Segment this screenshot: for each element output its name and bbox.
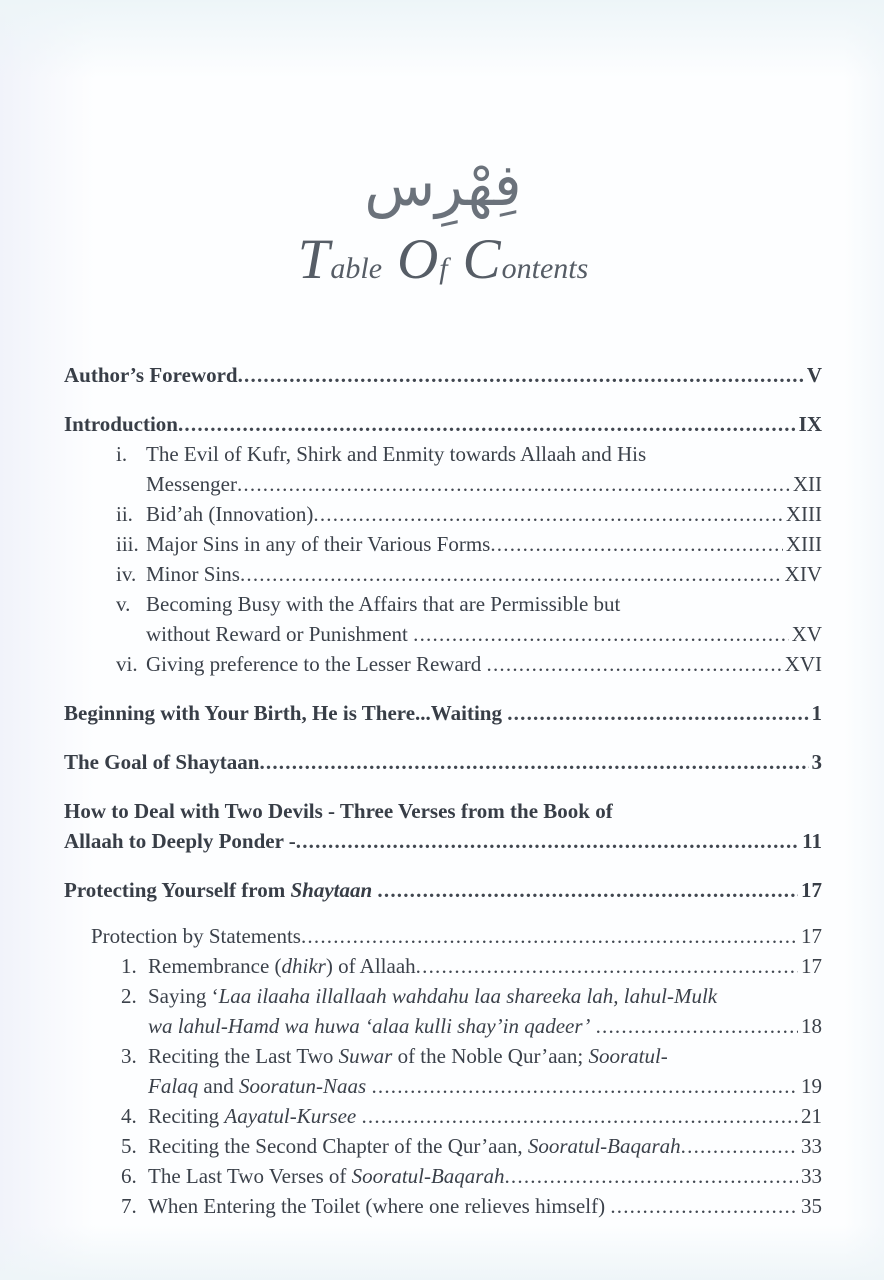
toc-entry-title: Protecting Yourself from Shaytaan — [64, 878, 373, 903]
toc-entry — [121, 1131, 822, 1161]
toc-entry-title: Saying ‘Laa ilaaha illallaah wahdahu laa shareeka lah, lahul-Mulk — [148, 984, 718, 1009]
list-marker: vi. — [116, 652, 138, 677]
toc-entry — [64, 796, 822, 856]
page-number: XVI — [784, 652, 822, 677]
list-marker: ii. — [116, 502, 133, 527]
page-number: 21 — [801, 1104, 822, 1129]
toc-entry — [121, 1041, 822, 1101]
toc-entry-title: Introduction — [64, 412, 178, 437]
page-number: XIV — [784, 562, 822, 587]
page-number: XIII — [785, 502, 822, 527]
toc-entry-title: Major Sins in any of their Various Forms — [146, 532, 491, 557]
title-small-f: f — [439, 252, 448, 286]
toc-entry — [116, 499, 822, 529]
toc-entry — [64, 698, 822, 728]
list-marker: 6. — [121, 1164, 137, 1189]
toc-entry — [116, 589, 822, 649]
toc-entry-title: Minor Sins — [146, 562, 240, 587]
page-title — [64, 228, 822, 292]
toc-entry-line — [121, 1071, 822, 1101]
toc-entry-title: Author’s Foreword — [64, 363, 238, 388]
list-marker: iv. — [116, 562, 137, 587]
title-cap-t: T — [297, 228, 331, 292]
toc-entry-title: The Evil of Kufr, Shirk and Enmity towards Allaah and His — [146, 442, 647, 467]
page-number: 35 — [801, 1194, 822, 1219]
dot-leader — [596, 1011, 798, 1041]
title-cap-c: C — [462, 228, 502, 292]
toc-entry-title: Protection by Statements — [91, 924, 301, 949]
list-marker: v. — [116, 592, 131, 617]
dot-leader — [377, 875, 798, 905]
toc-entry — [64, 875, 822, 905]
toc-entry-line — [64, 747, 822, 777]
title-cap-o: O — [397, 228, 440, 292]
toc-entry-title: Beginning with Your Birth, He is There...Waiting — [64, 701, 508, 726]
page-number: 1 — [811, 701, 822, 726]
list-marker: 2. — [121, 984, 137, 1009]
toc-entry — [116, 439, 822, 499]
toc-entry-title: Reciting the Last Two Suwar of the Noble Qur’aan; Sooratul- — [148, 1044, 668, 1069]
toc-entry-title: Bid’ah (Innovation) — [146, 502, 314, 527]
page-number: XIII — [785, 532, 822, 557]
dot-leader — [490, 529, 782, 559]
dot-leader — [259, 747, 808, 777]
dot-leader — [178, 409, 796, 439]
toc-entry — [116, 649, 822, 679]
toc-entry-line — [116, 649, 822, 679]
title-small-ontents: ontents — [501, 252, 589, 286]
list-marker: iii. — [116, 532, 139, 557]
toc-entry-line — [116, 469, 822, 499]
dot-leader — [238, 360, 804, 390]
page-number: 19 — [801, 1074, 822, 1099]
page-number: XII — [792, 472, 822, 497]
toc-entry-line — [116, 619, 822, 649]
toc-entry-line — [121, 1101, 822, 1131]
page-number: 11 — [802, 829, 822, 854]
list-marker: i. — [116, 442, 128, 467]
toc-entry-title: Messenger — [146, 472, 237, 497]
list-marker: 4. — [121, 1104, 137, 1129]
toc-entry-line — [116, 499, 822, 529]
list-marker: 7. — [121, 1194, 137, 1219]
page-number: IX — [798, 412, 822, 437]
toc-entry — [91, 921, 822, 951]
toc-entry-line — [116, 559, 822, 589]
page-number: 33 — [801, 1134, 822, 1159]
dot-leader — [681, 1131, 798, 1161]
toc-entry-line — [64, 360, 822, 390]
list-marker: 1. — [121, 954, 137, 979]
page-number: 17 — [801, 954, 822, 979]
toc-entry-title: The Last Two Verses of Sooratul-Baqarah — [148, 1164, 505, 1189]
toc-entry — [116, 529, 822, 559]
page-number: 3 — [811, 750, 822, 775]
toc-entry-title: Allaah to Deeply Ponder - — [64, 829, 296, 854]
toc-entry — [121, 951, 822, 981]
toc-entry-title: Reciting Aayatul-Kursee — [148, 1104, 357, 1129]
dot-leader — [413, 619, 789, 649]
dot-leader — [416, 951, 798, 981]
dot-leader — [301, 921, 798, 951]
dot-leader — [371, 1071, 798, 1101]
toc-entry — [116, 559, 822, 589]
toc-entry-line — [91, 921, 822, 951]
toc-entry — [121, 981, 822, 1041]
toc-entry-line — [116, 439, 822, 469]
toc-entry-line — [64, 409, 822, 439]
toc-entry-title: The Goal of Shaytaan — [64, 750, 260, 775]
toc-entry-line — [121, 951, 822, 981]
toc-entry — [64, 409, 822, 439]
dot-leader — [507, 698, 808, 728]
page-header — [64, 0, 822, 292]
title-small-able: able — [330, 252, 383, 286]
arabic-calligraphy-fihris: فِهْرِس — [364, 151, 522, 219]
dot-leader — [313, 499, 782, 529]
toc-entry — [121, 1161, 822, 1191]
toc-entry-title: When Entering the Toilet (where one relieves himself) — [148, 1194, 611, 1219]
table-of-contents — [64, 360, 822, 1221]
list-marker: 5. — [121, 1134, 137, 1159]
dot-leader — [610, 1191, 798, 1221]
toc-entry-line — [64, 826, 822, 856]
dot-leader — [240, 559, 782, 589]
toc-entry-title: wa lahul-Hamd wa huwa ‘alaa kulli shay’in qadeer’ — [148, 1014, 591, 1039]
toc-entry-title: Giving preference to the Lesser Reward — [146, 652, 487, 677]
toc-entry-line — [121, 1191, 822, 1221]
page-number: XV — [791, 622, 822, 647]
toc-entry-line — [121, 1041, 822, 1071]
toc-entry — [121, 1101, 822, 1131]
toc-entry-title: Becoming Busy with the Affairs that are Permissible but — [146, 592, 621, 617]
toc-entry-line — [121, 981, 822, 1011]
toc-entry — [121, 1191, 822, 1221]
page-number: 17 — [801, 878, 822, 903]
toc-entry-line — [121, 1131, 822, 1161]
toc-entry-title: Reciting the Second Chapter of the Qur’aan, Sooratul-Baqarah — [148, 1134, 681, 1159]
dot-leader — [361, 1101, 798, 1131]
toc-entry-title: Remembrance (dhikr) of Allaah — [148, 954, 416, 979]
list-marker: 3. — [121, 1044, 137, 1069]
toc-entry-line — [121, 1161, 822, 1191]
page-number: V — [806, 363, 822, 388]
toc-entry-line — [64, 796, 822, 826]
page-number: 33 — [801, 1164, 822, 1189]
page-number: 17 — [801, 924, 822, 949]
toc-entry-title: How to Deal with Two Devils - Three Verses from the Book of — [64, 799, 613, 824]
dot-leader — [296, 826, 799, 856]
toc-entry-title: without Reward or Punishment — [146, 622, 414, 647]
toc-entry-line — [116, 529, 822, 559]
toc-entry — [64, 360, 822, 390]
dot-leader — [504, 1161, 798, 1191]
toc-entry-title: Falaq and Sooratun-Naas — [148, 1074, 367, 1099]
toc-entry-line — [64, 698, 822, 728]
toc-entry-line — [121, 1011, 822, 1041]
toc-entry-line — [64, 875, 822, 905]
page-number: 18 — [801, 1014, 822, 1039]
dot-leader — [237, 469, 790, 499]
dot-leader — [487, 649, 782, 679]
toc-entry — [64, 747, 822, 777]
toc-entry-line — [116, 589, 822, 619]
